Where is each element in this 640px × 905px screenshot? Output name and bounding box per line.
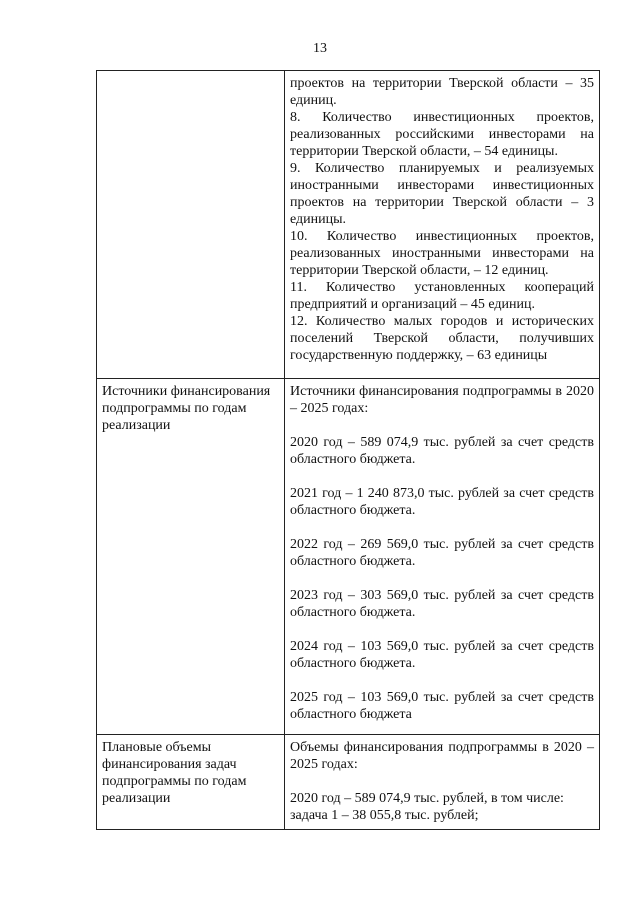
funding-paragraph: задача 1 – 38 055,8 тыс. рублей; <box>290 808 479 823</box>
table-row <box>97 71 600 379</box>
funding-paragraph: Источники финансирования подпрограммы в 2020 – 2025 годах: <box>290 384 594 416</box>
funding-paragraph: 2021 год – 1 240 873,0 тыс. рублей за счет средств областного бюджета. <box>290 486 594 518</box>
indicator-paragraph: 8. Количество инвестиционных проектов, реализованных российскими инвесторами на территории Тверской области, – 54 единицы. <box>290 110 594 159</box>
row-content-cell <box>285 379 600 735</box>
subprogram-passport-table <box>96 70 600 830</box>
indicator-paragraph: проектов на территории Тверской области – 35 единиц. <box>290 76 594 108</box>
funding-paragraph: 2025 год – 103 569,0 тыс. рублей за счет средств областного бюджета <box>290 690 594 722</box>
row-label-cell: Плановые объемы финансирования задач подпрограммы по годам реализации <box>97 735 285 830</box>
row-label-cell <box>97 71 285 379</box>
indicator-paragraph: 12. Количество малых городов и исторических поселений Тверской области, получивших государственную поддержку, – 63 единицы <box>290 314 594 363</box>
page-number: 13 <box>313 41 327 56</box>
row-content-cell <box>285 71 600 379</box>
funding-paragraph: 2020 год – 589 074,9 тыс. рублей за счет средств областного бюджета. <box>290 435 594 467</box>
row-content-cell <box>285 735 600 830</box>
table-row <box>97 735 600 830</box>
indicator-paragraph: 10. Количество инвестиционных проектов, реализованных иностранными инвесторами на территории Тверской области, – 12 единиц. <box>290 229 594 278</box>
row-label-cell: Источники финансирования подпрограммы по годам реализации <box>97 379 285 735</box>
funding-paragraph: 2023 год – 303 569,0 тыс. рублей за счет средств областного бюджета. <box>290 588 594 620</box>
indicator-paragraph: 9. Количество планируемых и реализуемых иностранными инвесторами инвестиционных проектов на территории Тверской области – 3 единицы. <box>290 161 594 227</box>
funding-paragraph: 2020 год – 589 074,9 тыс. рублей, в том числе: <box>290 791 564 806</box>
indicator-paragraph: 11. Количество установленных коопераций предприятий и организаций – 45 единиц. <box>290 280 594 312</box>
table-row <box>97 379 600 735</box>
funding-paragraph: Объемы финансирования подпрограммы в 2020 – 2025 годах: <box>290 740 594 772</box>
funding-paragraph: 2022 год – 269 569,0 тыс. рублей за счет средств областного бюджета. <box>290 537 594 569</box>
funding-paragraph: 2024 год – 103 569,0 тыс. рублей за счет средств областного бюджета. <box>290 639 594 671</box>
